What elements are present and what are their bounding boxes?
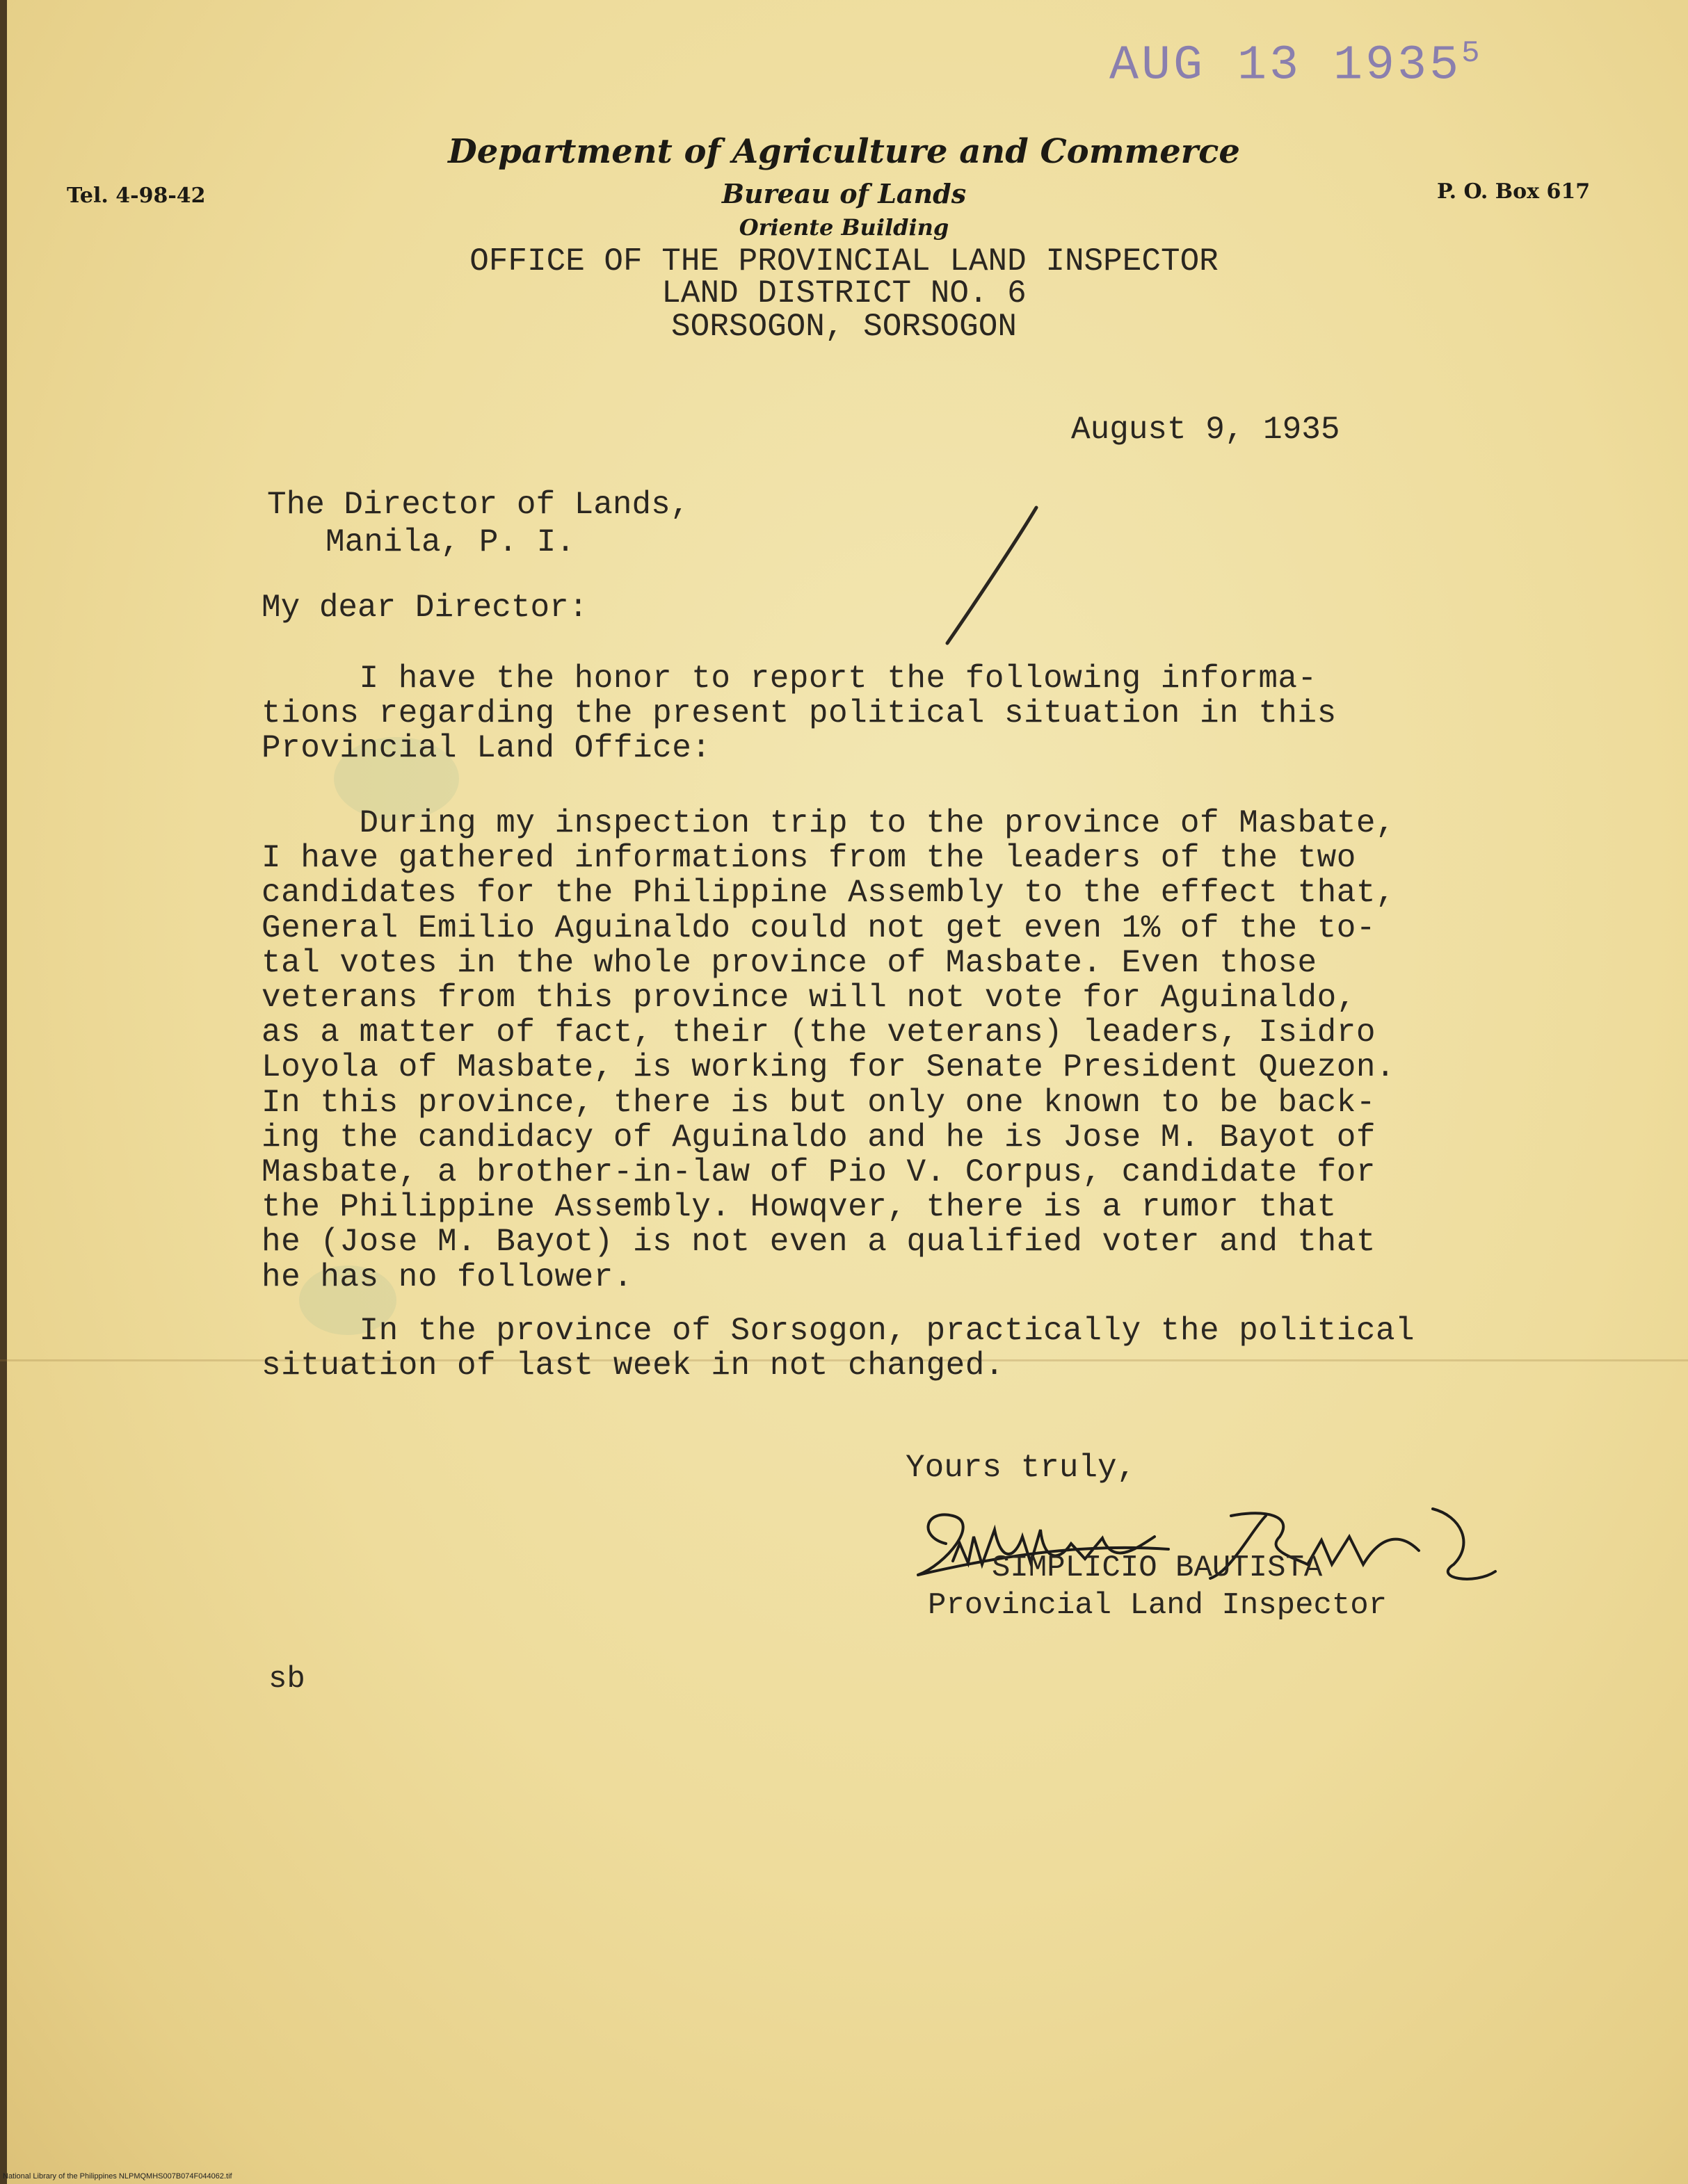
letterhead-location: SORSOGON, SORSOGON: [671, 309, 1017, 345]
body-line: In this province, there is but only one known to be back-: [262, 1084, 1376, 1121]
body-line: General Emilio Aguinaldo could not get even 1% of the to-: [262, 909, 1376, 946]
typist-initials: sb: [268, 1662, 305, 1697]
body-line: Loyola of Masbate, is working for Senate President Quezon.: [262, 1049, 1396, 1086]
letterhead-building: Oriente Building: [739, 214, 949, 241]
body-line: Masbate, a brother-in-law of Pio V. Corpus, candidate for: [262, 1154, 1376, 1190]
body-line: veterans from this province will not vote for Aguinaldo,: [262, 980, 1356, 1016]
body-line: tions regarding the present political situation in this: [262, 695, 1337, 732]
letterhead-po-box: P. O. Box 617: [1437, 179, 1591, 204]
body-line: During my inspection trip to the province of Masbate,: [262, 805, 1396, 841]
received-date-stamp: [1109, 36, 1482, 93]
letterhead-office: OFFICE OF THE PROVINCIAL LAND INSPECTOR: [469, 243, 1219, 280]
body-line: Provincial Land Office:: [262, 730, 712, 767]
body-line: ing the candidacy of Aguinaldo and he is Jose M. Bayot of: [262, 1119, 1376, 1156]
body-line: I have gathered informations from the leaders of the two: [262, 840, 1356, 877]
letterhead-department: Department of Agriculture and Commerce: [448, 132, 1240, 171]
archive-footer: National Library of the Philippines NLPMQMHS007B074F044062.tif: [3, 2172, 232, 2181]
letterhead-bureau: Bureau of Lands: [721, 178, 967, 209]
closing: Yours truly,: [906, 1450, 1136, 1486]
signer-name: SIMPLICIO BAUTISTA: [992, 1551, 1323, 1585]
body-line: I have the honor to report the following informa-: [262, 661, 1317, 697]
recipient-line-1: The Director of Lands,: [267, 487, 690, 523]
check-mark-icon: [932, 501, 1050, 654]
letterhead-district: LAND DISTRICT NO. 6: [661, 275, 1027, 312]
salutation: My dear Director:: [262, 590, 588, 626]
signer-title: Provincial Land Inspector: [928, 1588, 1388, 1623]
body-line: as a matter of fact, their (the veterans) leaders, Isidro: [262, 1014, 1376, 1051]
body-line: In the province of Sorsogon, practically the political: [262, 1313, 1415, 1349]
recipient-line-2: Manila, P. I.: [325, 524, 575, 560]
body-line: he has no follower.: [262, 1259, 633, 1295]
body-line: candidates for the Philippine Assembly to the effect that,: [262, 875, 1396, 912]
letter-date: August 9, 1935: [1071, 412, 1340, 448]
stamp-date: AUG 13 1935: [1109, 38, 1462, 94]
stamp-suffix: 5: [1461, 36, 1483, 71]
body-line: he (Jose M. Bayot) is not even a qualified voter and that: [262, 1224, 1376, 1261]
letterhead-tel: Tel. 4-98-42: [67, 184, 206, 208]
body-line: tal votes in the whole province of Masbate. Even those: [262, 944, 1317, 981]
body-line: situation of last week in not changed.: [262, 1348, 1004, 1384]
body-line: the Philippine Assembly. Howqver, there is a rumor that: [262, 1189, 1337, 1226]
